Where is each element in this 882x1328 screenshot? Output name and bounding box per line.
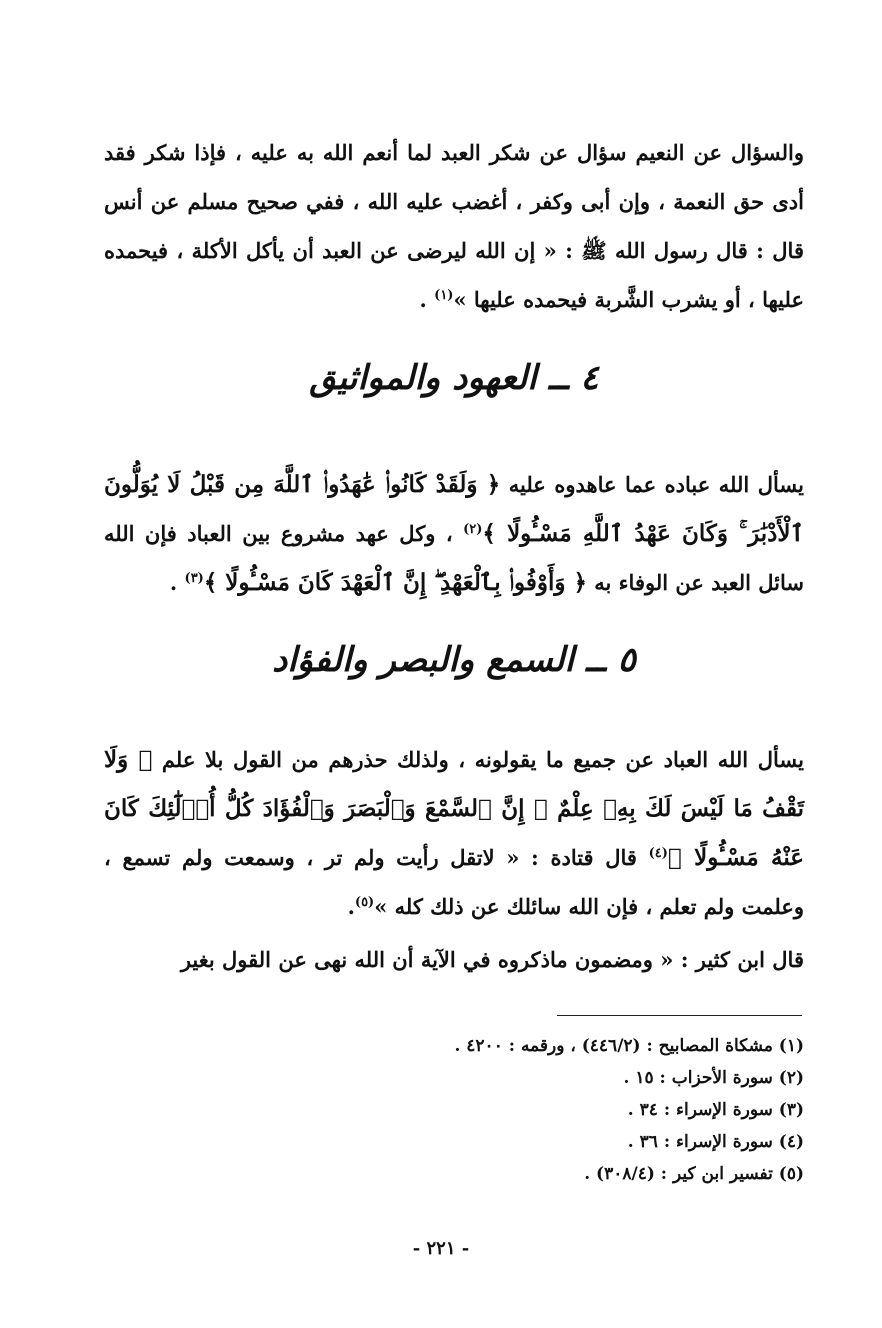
footnote-ref-3: (٣) [184,571,204,586]
footnote-item: (٥) تفسير ابن كير : (٣٠٨/٤) . [584,1164,804,1184]
footnotes [104,1030,804,1190]
footnote-ref-5: (٥) [354,895,375,910]
footnote-item: (٣) سورة الإسراء : ٣٤ . [627,1100,804,1120]
paragraph-text: يسأل الله العباد عن جميع ما يقولونه ، ولذلك حذرهم من القول بلا علم [152,747,804,772]
paragraph-end: . [419,287,435,312]
footnote-divider [557,1015,802,1016]
footnote-item: (٤) سورة الإسراء : ٣٦ . [627,1132,804,1152]
quran-verse: ﴿ وَلَقَدْ كَانُوا۟ عَٰهَدُوا۟ ٱللَّهَ مِن قَبْلُ لَا يُوَلُّونَ ٱلْأَدْبَٰرَ ۚ وَكَانَ عَهْدُ ٱللَّهِ مَسْـُٔولًا ﴾ [104,471,804,547]
paragraph-text: قال قتادة : « لاتقل رأيت ولم تر ، وسمعت ولم تسمع ، وعلمت ولم تعلم ، فإن الله سائلك عن ذلك كله » [104,845,804,919]
section-heading-hearing-sight: ٥ ــ السمع والبصر والفؤاد [272,640,636,680]
paragraph-hearing-sight [104,735,804,931]
footnote-item: (٢) سورة الأحزاب : ١٥ . [623,1068,804,1088]
paragraph-covenants [104,460,804,607]
footnote-ref-4: (٤) [648,846,668,861]
paragraph-ibn-kathir: قال ابن كثير : « ومضمون ماذكروه في الآية أن الله نهى عن القول بغير [180,947,804,972]
paragraph-gratitude [104,128,804,324]
footnote-ref-2: (٢) [463,522,483,537]
paragraph-text: يسأل الله عباده عما عاهدوه عليه [500,472,805,497]
section-heading-covenants: ٤ ــ العهود والمواثيق [309,358,599,398]
quran-verse: ﴿ وَأَوْفُوا۟ بِٱلْعَهْدِ ۖ إِنَّ ٱلْعَهْدَ كَانَ مَسْـُٔولًا ﴾ [203,569,587,596]
page-number: - ٢٢١ - [412,1238,470,1259]
paragraph-text: ، وكل عهد مشروع بين العباد فإن الله سائل العبد عن الوفاء به [104,521,804,595]
footnote-item: (١) مشكاة المصابيح : (٤٤٦/٢) ، ورقمه : ٤٢٠٠ . [454,1036,804,1056]
paragraph-end: . [347,894,355,919]
paragraph-end: . [169,570,185,595]
paragraph-text: والسؤال عن النعيم سؤال عن شكر العبد لما أنعم الله به عليه ، فإذا شكر فقد أدى حق النعمة ، وإن أبى وكفر ، أغضب عليه الله ، ففي صحيح مسلم عن أنس قال : قال رسول الله ﷺ : « إن الله ليرضى عن العبد أن يأكل الأكلة ، فيحمده عليها ، أو يشرب الشَّربة فيحمده عليها » [104,140,804,312]
footnote-ref-1: (١) [434,288,454,303]
quran-verse: ﴿ وَلَا تَقْفُ مَا لَيْسَ لَكَ بِهِۦ عِلْمٌ ۚ إِنَّ ٱلسَّمْعَ وَٱلْبَصَرَ وَٱلْفُؤَادَ كُلُّ أُو۟لَٰٓئِكَ كَانَ عَنْهُ مَسْـُٔولًا ﴾ [104,746,805,871]
